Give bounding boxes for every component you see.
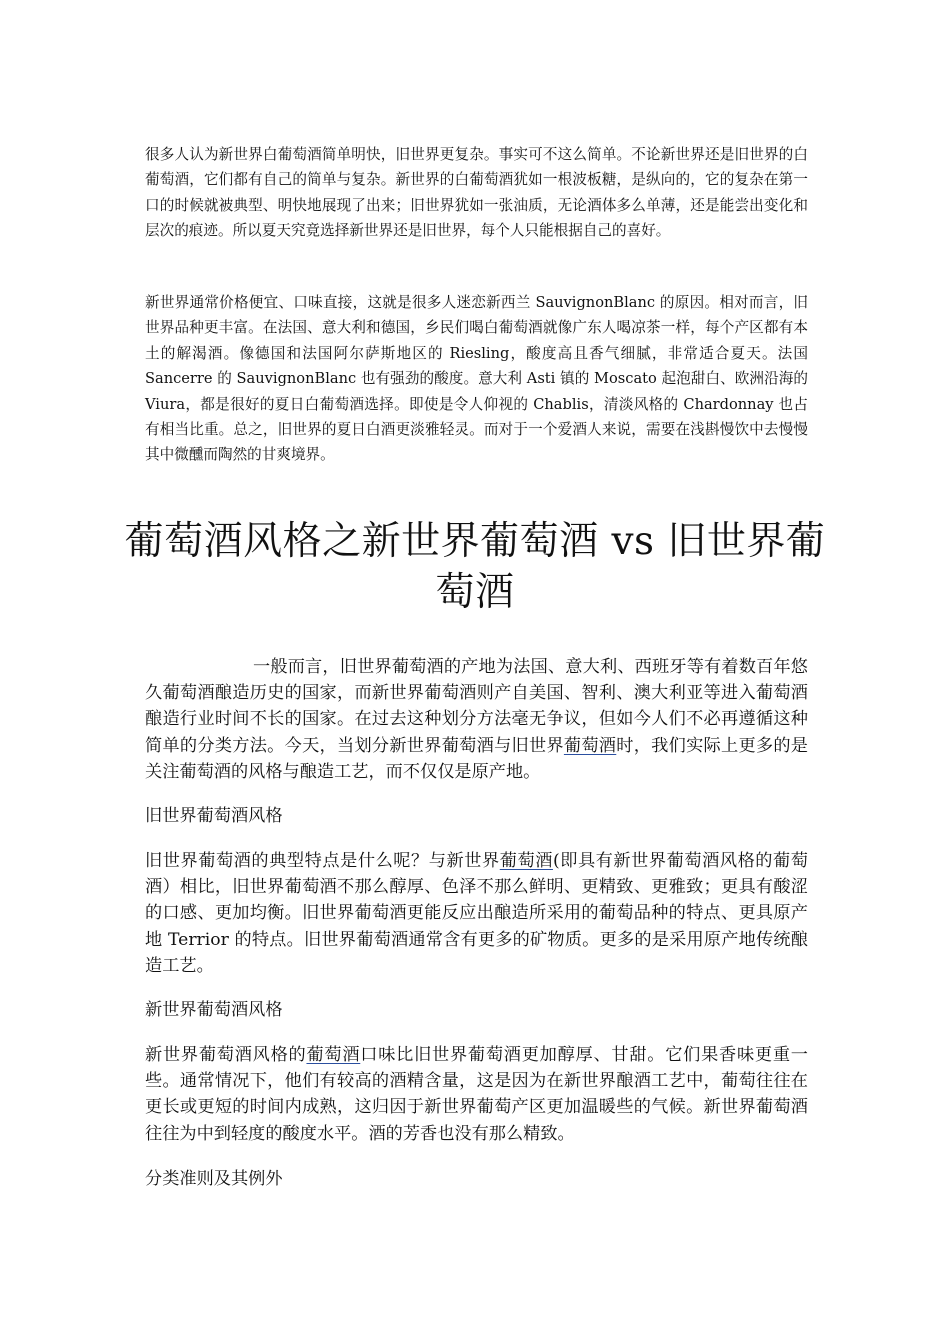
- section3-text-start: 新世界葡萄酒风格的: [145, 1045, 307, 1065]
- section1-paragraph: [145, 654, 808, 785]
- wine-link[interactable]: 葡萄酒: [499, 851, 553, 871]
- section1-text-start: 一般而言，旧世界葡萄酒的产地为法国、意大利、西班牙等有着数百年悠久葡萄酒酿造历史的国家，而新世界葡萄酒则产自美国、智利、澳大利亚等进入葡萄酒酿造行业时间不长的国家。在过去这种划分方法毫无争议，但如今人们不必再遵循这种简单的分类方法。今天，当划分新世界葡萄酒与旧世界: [145, 657, 808, 756]
- section3-text-end: 口味比旧世界葡萄酒更加醇厚、甘甜。它们果香味更重一些。通常情况下，他们有较高的酒精含量，这是因为在新世界酿酒工艺中，葡萄往往在更长或更短的时间内成熟，这归因于新世界葡萄产区更加温暖些的气候。新世界葡萄酒往往为中到轻度的酸度水平。酒的芳香也没有那么精致。: [145, 1045, 808, 1144]
- wine-link[interactable]: 葡萄酒: [306, 1045, 361, 1065]
- section1-text-end: 时，我们实际上更多的是关注葡萄酒的风格与酿造工艺，而不仅仅是原产地。: [145, 735, 808, 782]
- page-title: 葡萄酒风格之新世界葡萄酒 vs 旧世界葡萄酒: [124, 519, 826, 615]
- classification-heading: 分类准则及其例外: [145, 1169, 283, 1189]
- new-world-style-paragraph: [145, 1042, 808, 1147]
- section2-text-end: (即具有新世界葡萄酒风格的葡萄酒）相比，旧世界葡萄酒不那么醇厚、色泽不那么鲜明、更精致、更雅致；更具有酸涩的口感、更加均衡。旧世界葡萄酒更能反应出酿造所采用的葡萄品种的特点、更具原产地 Terrior 的特点。旧世界葡萄酒通常含有更多的矿物质。更多的是采用原产地传统酿造工艺。: [145, 851, 808, 976]
- intro-paragraph-2: 新世界通常价格便宜、口味直接，这就是很多人迷恋新西兰 SauvignonBlanc 的原因。相对而言，旧世界品种更丰富。在法国、意大利和德国，乡民们喝白葡萄酒就像广东人喝凉茶一样，每个产区都有本土的解渴酒。像德国和法国阿尔萨斯地区的 Riesling，酸度高且香气细腻，非常适合夏天。法国 Sancerre 的 SauvignonBlanc 也有强劲的酸度。意大利 Asti 镇的 Moscato 起泡甜白、欧洲沿海的 Viura，都是很好的夏日白葡萄酒选择。即使是令人仰视的 Chablis，清淡风格的 Chardonnay 也占有相当比重。总之，旧世界的夏日白酒更淡雅轻灵。而对于一个爱酒人来说，需要在浅斟慢饮中去慢慢其中微醺而陶然的甘爽境界。: [145, 294, 808, 464]
- new-world-style-heading: 新世界葡萄酒风格: [145, 1000, 283, 1020]
- section2-text-start: 旧世界葡萄酒的典型特点是什么呢？与新世界: [145, 851, 500, 871]
- intro-paragraph-1: 很多人认为新世界白葡萄酒简单明快，旧世界更复杂。事实可不这么简单。不论新世界还是旧世界的白葡萄酒，它们都有自己的简单与复杂。新世界的白葡萄酒犹如一根波板糖，是纵向的，它的复杂在第一口的时候就被典型、明快地展现了出来；旧世界犹如一张油质，无论酒体多么单薄，还是能尝出变化和层次的痕迹。所以夏天究竟选择新世界还是旧世界，每个人只能根据自己的喜好。: [145, 146, 808, 240]
- old-world-style-heading: 旧世界葡萄酒风格: [145, 806, 283, 826]
- wine-link[interactable]: 葡萄酒: [563, 735, 617, 756]
- old-world-style-paragraph: [145, 848, 808, 979]
